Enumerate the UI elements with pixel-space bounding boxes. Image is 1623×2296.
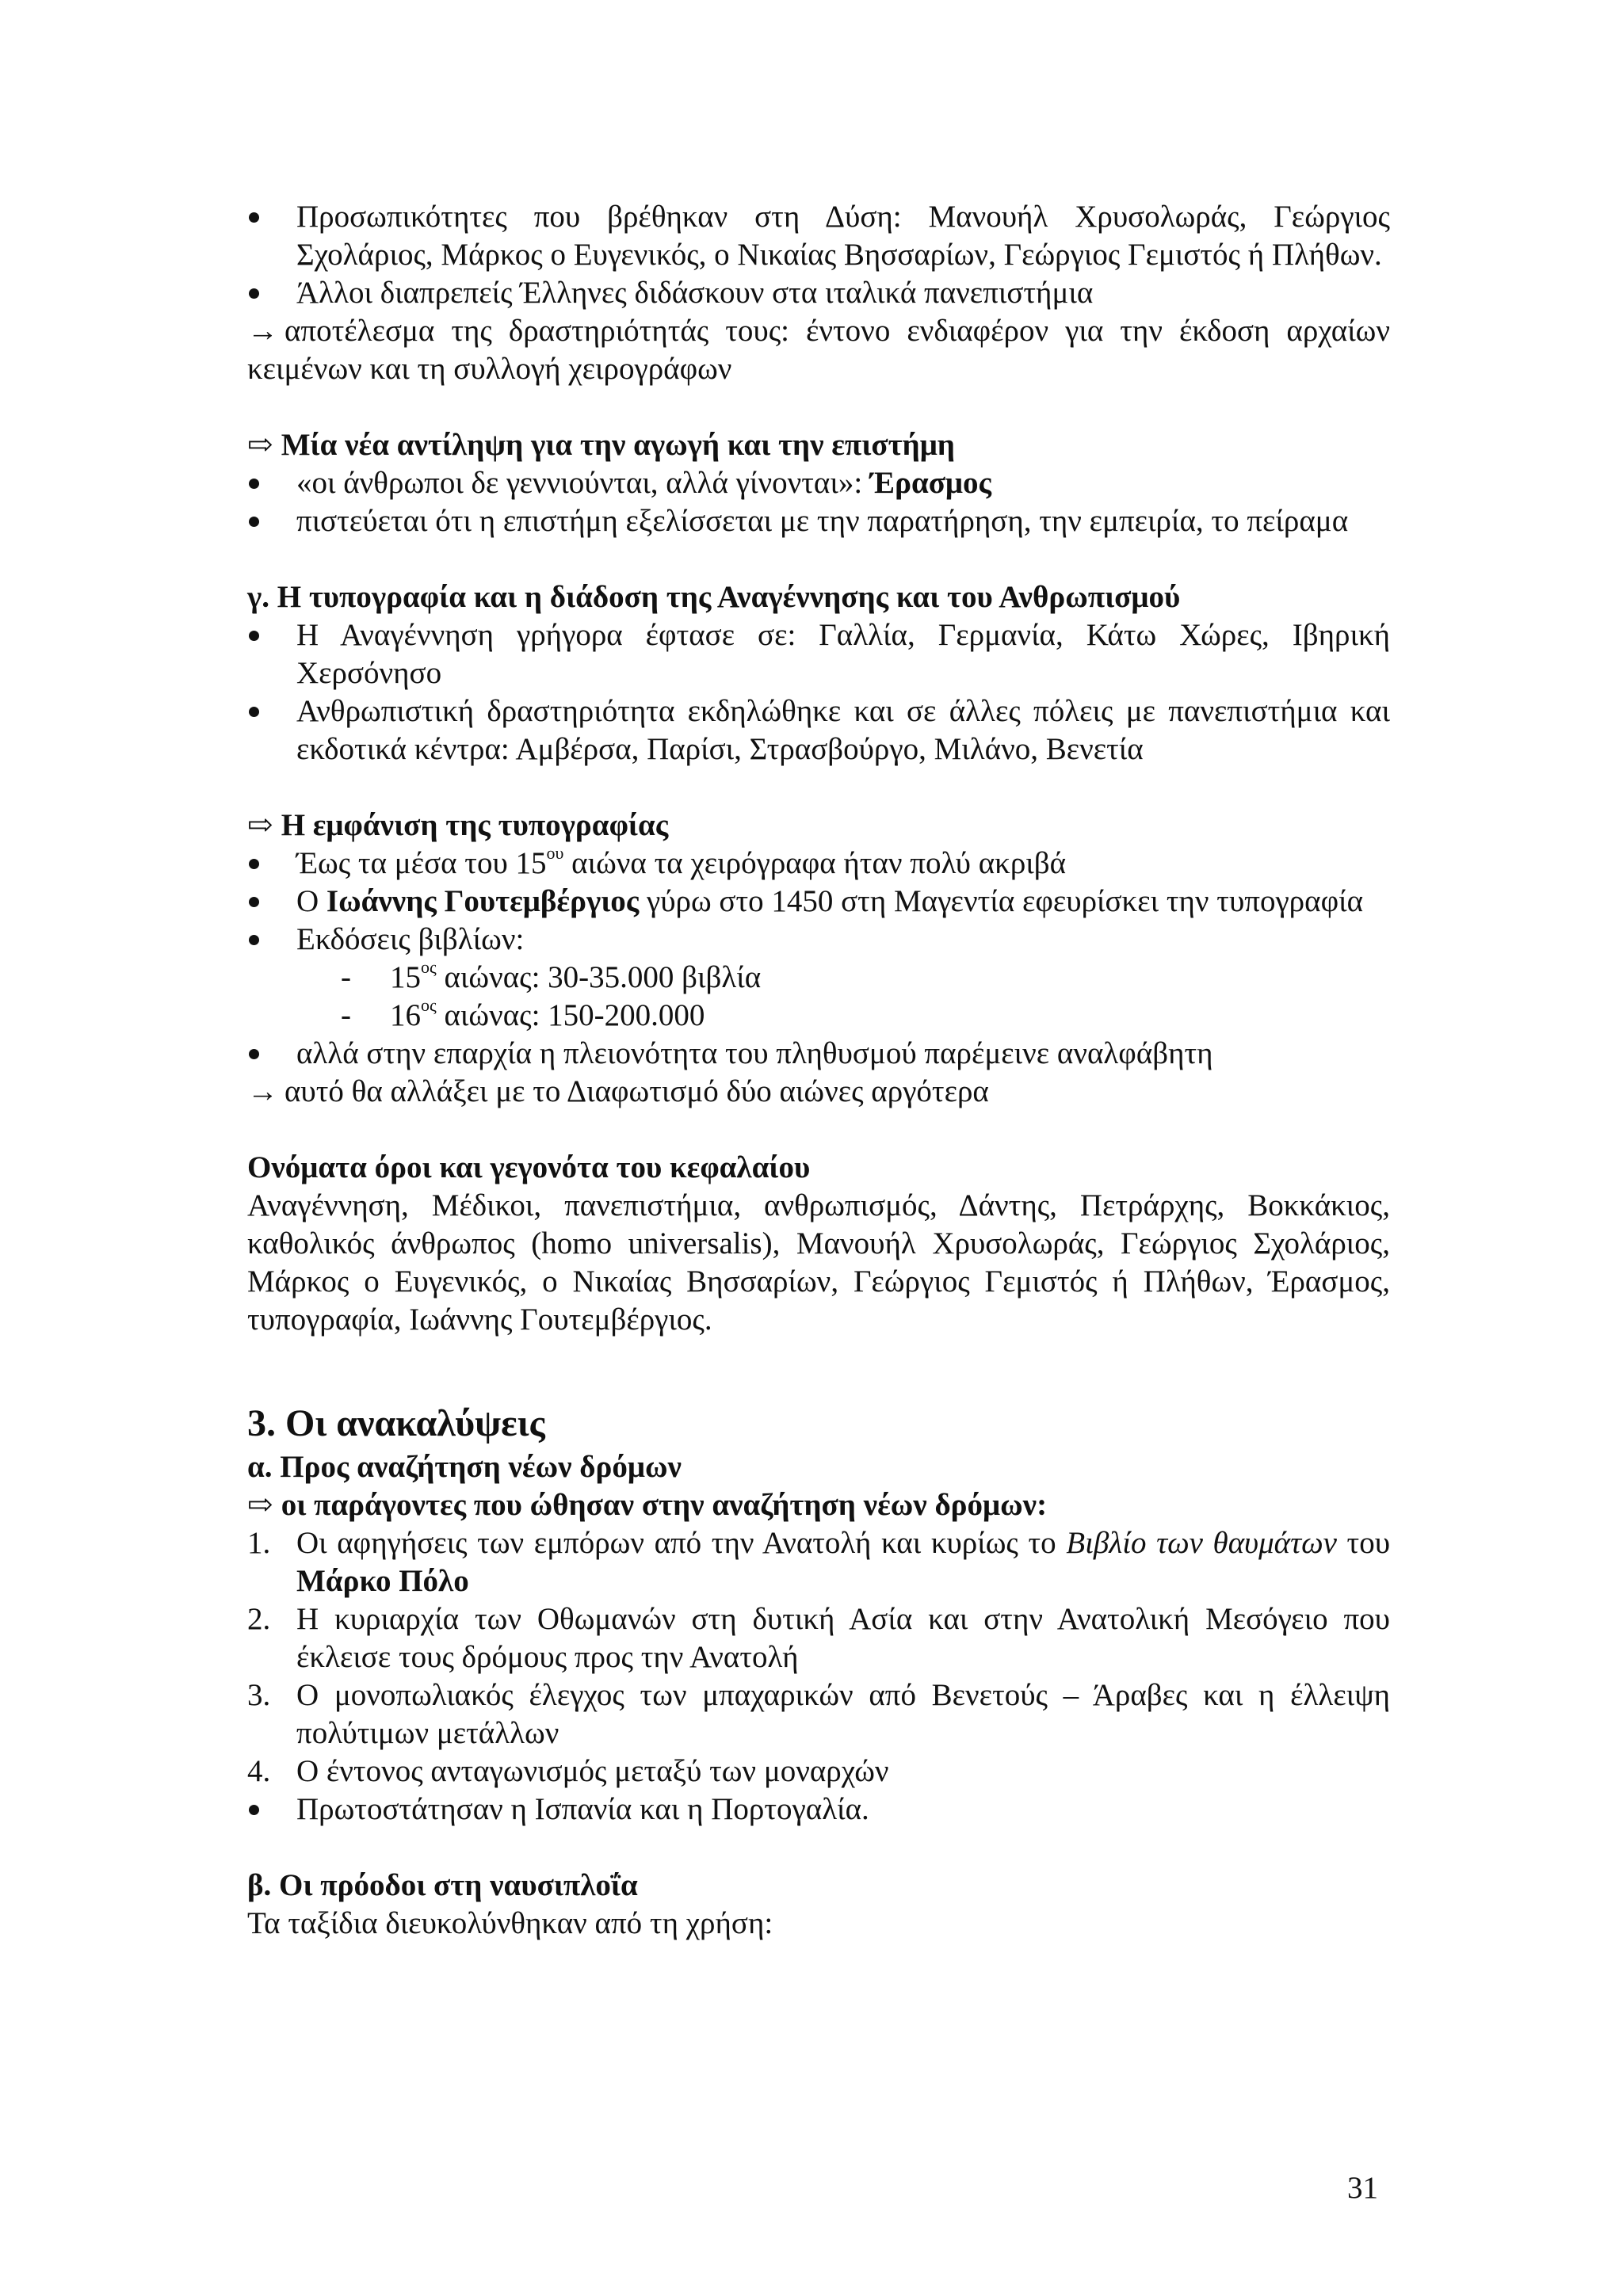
person-name: Ιωάννης Γουτεμβέργιος (326, 884, 640, 918)
dash-marker: - (341, 960, 351, 994)
text-fragment: γύρω στο 1450 στη Μαγεντία εφευρίσκει την τυπογραφία (647, 884, 1364, 918)
section-title: 3. Οι ανακαλύψεις (247, 1402, 545, 1444)
person-name: Μάρκο Πόλο (296, 1564, 469, 1598)
text-fragment: 16 (390, 998, 421, 1032)
text-fragment: Ο (296, 884, 319, 918)
book-title: Βιβλίο των θαυμάτων (1066, 1526, 1337, 1560)
result-text: αποτέλεσμα της δραστηριότητάς τους: έντονο ενδιαφέρον για την έκδοση αρχαίων κειμένων και τη συλλογή χειρογράφων (247, 314, 1390, 386)
text-fragment: αιώνας: 30-35.000 βιβλία (444, 960, 762, 994)
item-number: 1. (247, 1526, 271, 1560)
section-heading-alpha: α. Προς αναζήτηση νέων δρόμων (247, 1450, 682, 1484)
bullet-icon (247, 1791, 296, 1829)
list-item (247, 1791, 1390, 1829)
subheading-text: Μία νέα αντίληψη για την αγωγή και την επιστήμη (281, 428, 955, 462)
ordinal-suffix: ου (546, 843, 564, 863)
numbered-item (247, 1676, 1390, 1753)
ordinal-suffix: ος (421, 957, 437, 977)
page-number: 31 (1347, 2171, 1378, 2205)
list-item (247, 845, 1390, 883)
result-line (247, 312, 1390, 388)
list-item (247, 502, 1390, 540)
sub-list-item (247, 959, 1390, 997)
sub-list-item (247, 997, 1390, 1035)
list-item (247, 616, 1390, 692)
text-fragment: του (1346, 1526, 1391, 1560)
list-item-text: Προσωπικότητες που βρέθηκαν στη Δύση: Μανουήλ Χρυσολωράς, Γεώργιος Σχολάριος, Μάρκος ο Ευγενικός, ο Νικαίας Βησσαρίων, Γεώργιος Γεμιστός ή Πλήθων. (296, 200, 1390, 272)
text-fragment: Έως τα μέσα του 15 (296, 846, 547, 880)
ordinal-suffix: ος (421, 995, 437, 1015)
bullet-icon (247, 692, 296, 769)
page-content (247, 198, 1390, 1943)
item-text: Ο μονοπωλιακός έλεγχος των μπαχαρικών από Βενετούς – Άραβες και η έλλειψη πολύτιμων μετάλλων (296, 1678, 1390, 1750)
numbered-item (247, 1600, 1390, 1676)
list-item (247, 921, 1390, 959)
bullet-icon (247, 198, 296, 274)
text-fragment: 15 (390, 960, 421, 994)
outline-arrow-icon: ⇨ (247, 428, 273, 462)
list-item (247, 198, 1390, 274)
bullet-icon (247, 921, 296, 959)
result-line (247, 1073, 1390, 1111)
list-item-text: Πρωτοστάτησαν η Ισπανία και η Πορτογαλία. (296, 1792, 869, 1826)
list-item-text: Άλλοι διαπρεπείς Έλληνες διδάσκουν στα ιταλικά πανεπιστήμια (296, 276, 1094, 310)
right-arrow-icon: → (247, 314, 278, 348)
bullet-icon (247, 464, 296, 502)
section-heading-gamma: γ. Η τυπογραφία και η διάδοση της Αναγέννησης και του Ανθρωπισμού (247, 580, 1181, 614)
numbered-item (247, 1524, 1390, 1600)
item-text: Η κυριαρχία των Οθωμανών στη δυτική Ασία και στην Ανατολική Μεσόγειο που έκλεισε τους δρόμους προς την Ανατολή (296, 1602, 1390, 1674)
numbered-item (247, 1753, 1390, 1791)
bullet-icon (247, 502, 296, 540)
bullet-icon (247, 1035, 296, 1073)
list-item (247, 464, 1390, 502)
subheading (247, 426, 1390, 464)
list-item-text: αλλά στην επαρχία η πλειονότητα του πληθυσμού παρέμεινε αναλφάβητη (296, 1036, 1213, 1070)
list-item (247, 883, 1390, 921)
text-fragment: Οι αφηγήσεις των εμπόρων από την Ανατολή και κυρίως το (296, 1526, 1056, 1560)
subheading-text: οι παράγοντες που ώθησαν στην αναζήτηση νέων δρόμων: (281, 1488, 1048, 1522)
paragraph: Τα ταξίδια διευκολύνθηκαν από τη χρήση: (247, 1906, 773, 1940)
bullet-icon (247, 616, 296, 692)
quote-text: «οι άνθρωποι δε γεννιούνται, αλλά γίνονται»: (296, 466, 863, 500)
item-number: 4. (247, 1754, 271, 1788)
item-number: 3. (247, 1678, 271, 1712)
dash-marker: - (341, 998, 351, 1032)
names-heading: Ονόματα όροι και γεγονότα του κεφαλαίου (247, 1150, 811, 1184)
list-item (247, 692, 1390, 769)
list-item (247, 274, 1390, 312)
outline-arrow-icon: ⇨ (247, 808, 273, 842)
subheading (247, 807, 1390, 845)
list-item-text: πιστεύεται ότι η επιστήμη εξελίσσεται με την παρατήρηση, την εμπειρία, το πείραμα (296, 504, 1349, 538)
result-text: αυτό θα αλλάξει με το Διαφωτισμό δύο αιώνες αργότερα (285, 1074, 989, 1108)
list-item-text: Ανθρωπιστική δραστηριότητα εκδηλώθηκε και σε άλλες πόλεις με πανεπιστήμια και εκδοτικά κέντρα: Αμβέρσα, Παρίσι, Στρασβούργο, Μιλάνο, Βενετία (296, 694, 1390, 766)
item-text: Ο έντονος ανταγωνισμός μεταξύ των μοναρχών (296, 1754, 889, 1788)
list-item-text: Η Αναγέννηση γρήγορα έφτασε σε: Γαλλία, Γερμανία, Κάτω Χώρες, Ιβηρική Χερσόνησο (296, 618, 1390, 690)
subheading (247, 1486, 1390, 1524)
bullet-icon (247, 274, 296, 312)
bullet-icon (247, 845, 296, 883)
text-fragment: αιώνα τα χειρόγραφα ήταν πολύ ακριβά (571, 846, 1067, 880)
names-paragraph: Αναγέννηση, Μέδικοι, πανεπιστήμια, ανθρωπισμός, Δάντης, Πετράρχης, Βοκκάκιος, καθολικός άνθρωπος (homo universalis), Μανουήλ Χρυσολωράς, Γεώργιος Σχολάριος, Μάρκος ο Ευγενικός, ο Νικαίας Βησσαρίων, Γεώργιος Γεμιστός ή Πλήθων, Έρασμος, τυπογραφία, Ιωάννης Γουτεμβέργιος. (247, 1188, 1390, 1337)
subheading-text: Η εμφάνιση της τυπογραφίας (281, 808, 669, 842)
outline-arrow-icon: ⇨ (247, 1488, 273, 1522)
author-name: Έρασμος (869, 466, 991, 500)
list-item (247, 1035, 1390, 1073)
section-heading-beta: β. Οι πρόοδοι στη ναυσιπλοΐα (247, 1868, 638, 1902)
text-fragment: αιώνας: 150-200.000 (444, 998, 705, 1032)
right-arrow-icon: → (247, 1074, 278, 1108)
list-item-text: Εκδόσεις βιβλίων: (296, 922, 525, 956)
item-number: 2. (247, 1602, 271, 1636)
bullet-icon (247, 883, 296, 921)
